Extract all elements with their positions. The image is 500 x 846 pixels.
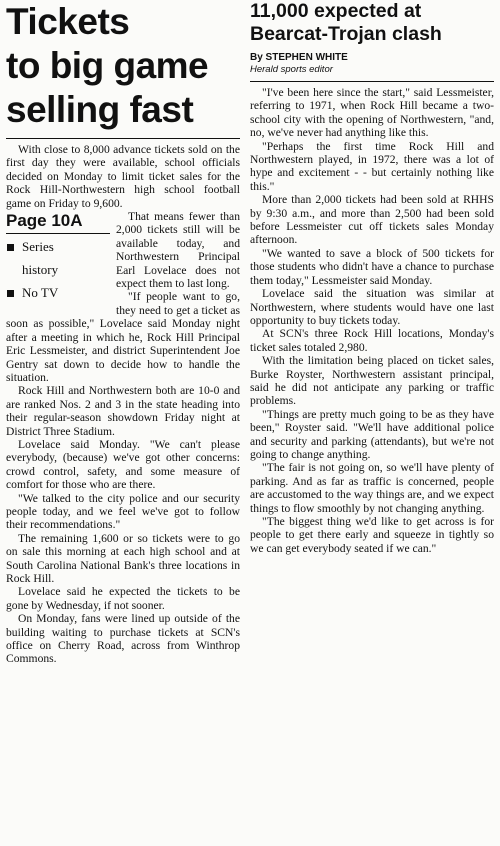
- story-paragraph: Rock Hill and Northwestern both are 10-0 and are ranked Nos. 2 and 3 in the state heading into their regular-season showdown Friday night at District Three Stadium.: [6, 384, 240, 438]
- byline-credit: Herald sports editor: [250, 64, 333, 75]
- headline-divider: [250, 81, 494, 82]
- right-headline: [250, 0, 494, 46]
- story-paragraph: At SCN's three Rock Hill locations, Monday's ticket sales totaled 2,980.: [250, 327, 494, 354]
- story-paragraph: That means fewer than 2,000 tickets still will be available today, and Northwestern Principal Earl Lovelace does not expect them to last long.: [116, 210, 240, 291]
- story-paragraph: The remaining 1,600 or so tickets were to go on sale this morning at each high school and at South Carolina National Bank's three locations in Rock Hill.: [6, 531, 240, 585]
- left-article: [6, 0, 240, 666]
- teaser-item-label: Series: [22, 239, 54, 255]
- teaser-item-label: No TV: [22, 285, 59, 301]
- teaser-item: [6, 281, 110, 304]
- story-paragraph: "If people want to go, they need to get a ticket as soon as possible," Lovelace said Monday night after a meeting in which he, Rock Hill Principal Eric Lessmeister, and district Superintendent Joe Gentry sat down to decide how to handle the situation.: [6, 290, 240, 384]
- headline-divider: [6, 138, 240, 139]
- left-story: [6, 143, 240, 666]
- bullet-icon: [7, 290, 14, 297]
- byline: By STEPHEN WHITE: [250, 52, 348, 63]
- story-paragraph: With close to 8,000 advance tickets sold on the first day they were available, school officials decided on Monday to limit ticket sales for the Rock Hill-Northwestern high school football game on Friday to 9,600.: [6, 143, 240, 210]
- bullet-icon: [7, 244, 14, 251]
- story-paragraph: Lovelace said the situation was similar at Northwestern, where students would have one last opportunity to buy tickets today.: [250, 287, 494, 327]
- story-paragraph: Lovelace said he expected the tickets to be gone by Wednesday, if not sooner.: [6, 585, 240, 612]
- headline-line: 11,000 expected at: [250, 0, 422, 22]
- story-paragraph: "The fair is not going on, so we'll have plenty of parking. And as far as traffic is concerned, people are accustomed to the way things are, and we expect things to flow smoothly by not changing anything.: [250, 461, 494, 515]
- story-paragraph: Lovelace said Monday. "We can't please everybody, (because) we've got other concerns: crowd control, safety, and some measure of comfort for those who are there.: [6, 437, 240, 492]
- story-paragraph: On Monday, fans were lined up outside of the building waiting to purchase tickets at SCN's office on Cherry Road, across from Winthrop Commons.: [6, 612, 240, 666]
- left-headline: [6, 0, 240, 132]
- story-paragraph: "We talked to the city police and our security people today, and we feel we've got to follow their recommendations.": [6, 491, 240, 532]
- headline-line: Tickets: [6, 1, 130, 42]
- story-paragraph: "We wanted to save a block of 500 tickets for those students who didn't have a chance to purchase them today," Lessmeister said Monday.: [250, 246, 494, 287]
- story-paragraph: "Things are pretty much going to be as they have been," Royster said. "We'll have additional police and security and parking (attendants), but we're not going to change anything.: [250, 407, 494, 461]
- headline-line: selling fast: [6, 89, 194, 130]
- story-paragraph: "Perhaps the first time Rock Hill and Northwestern played, in 1972, there was a lot of hype and excitement - - but certainly nothing like this.": [250, 139, 494, 193]
- teaser-item-continued: history: [22, 262, 59, 278]
- teaser-title: Page 10A: [6, 210, 110, 234]
- teaser-item: [6, 235, 110, 258]
- page-teaser-box: [6, 210, 110, 304]
- right-story: [250, 86, 494, 555]
- story-paragraph: More than 2,000 tickets had been sold at RHHS by 9:30 a.m., and more than 2,500 had been sold before Lessmeister cut off tickets sales Monday afternoon.: [250, 193, 494, 247]
- headline-line: Bearcat-Trojan clash: [250, 23, 442, 45]
- headline-line: to big game: [6, 45, 209, 86]
- story-paragraph: "The biggest thing we'd like to get across is for people to get there early and squeeze in tightly so we can get everybody seated if we can.": [250, 515, 494, 555]
- right-article: [250, 0, 494, 555]
- story-paragraph: With the limitation being placed on ticket sales, Burke Royster, Northwestern assistant principal, said he did not anticipate any parking or traffic problems.: [250, 354, 494, 408]
- story-paragraph: "I've been here since the start," said Lessmeister, referring to 1971, when Rock Hill became a two-school city with the opening of Northwestern, "and, no, we've never had anything like this.: [250, 86, 494, 140]
